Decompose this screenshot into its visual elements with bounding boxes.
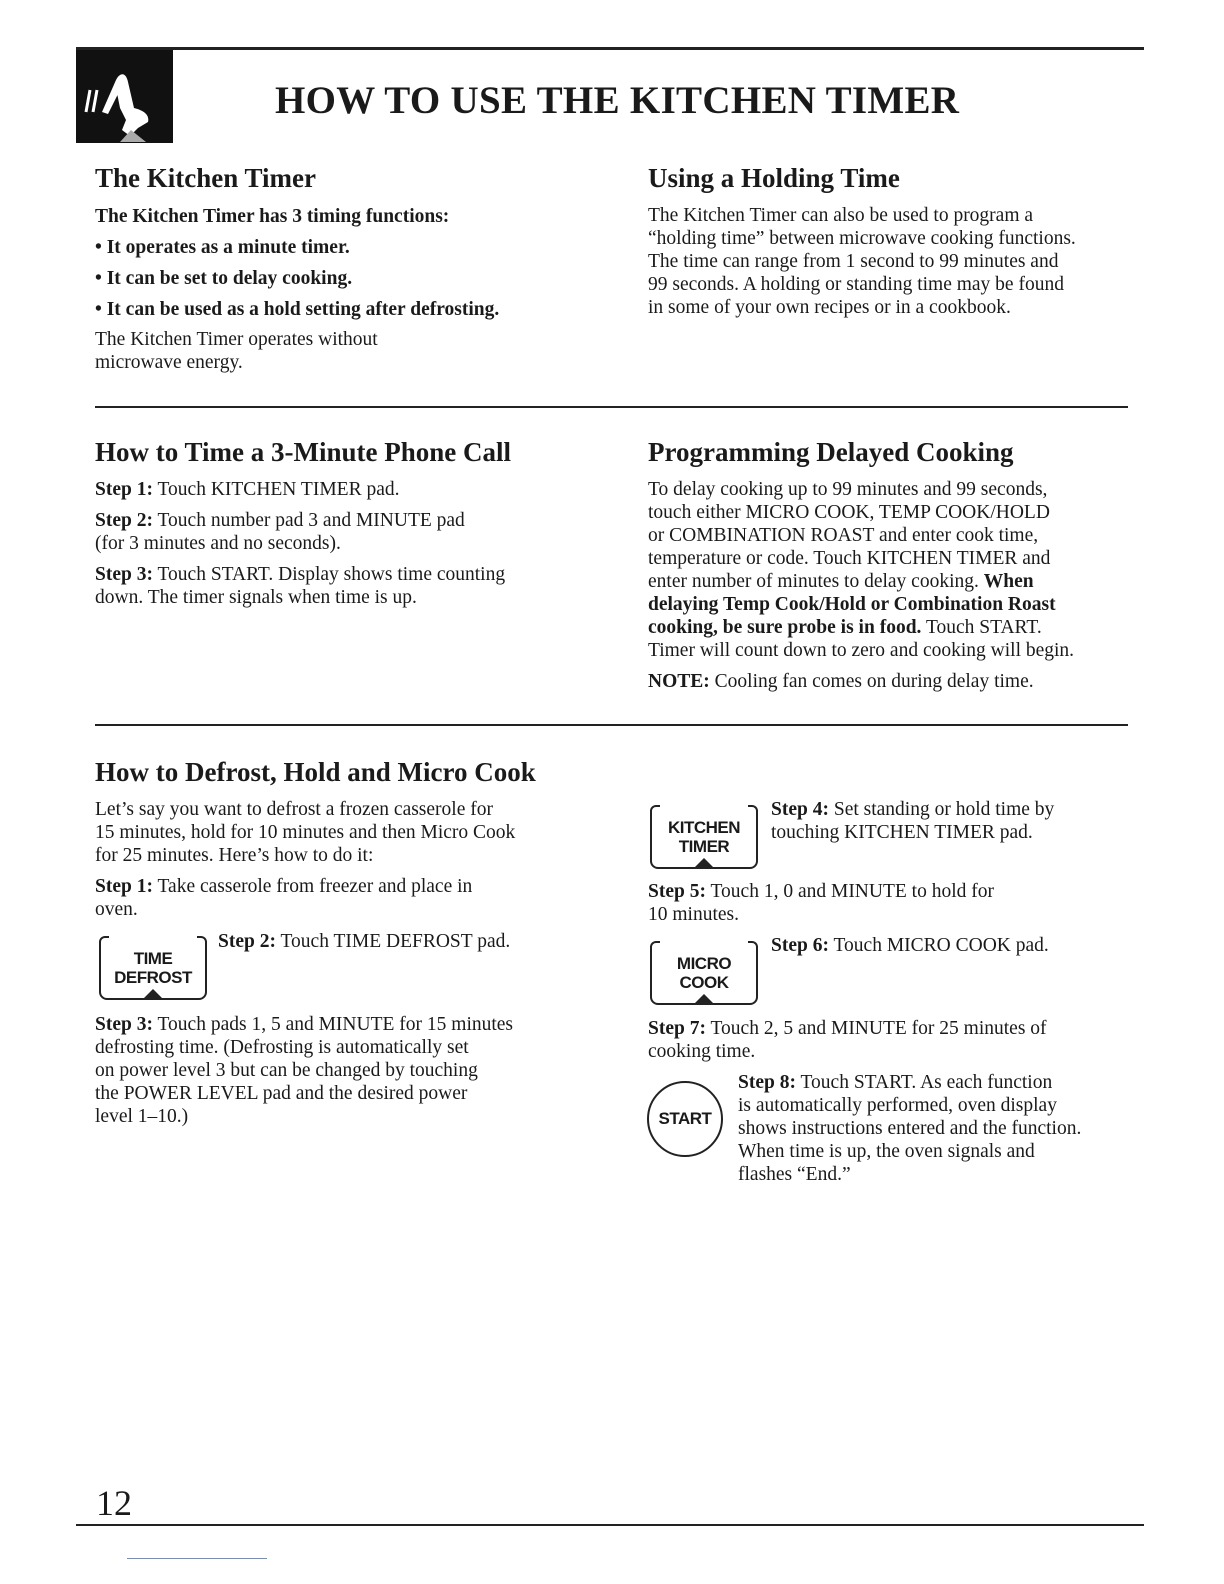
phone-call-step-2: Step 2: Touch number pad 3 and MINUTE pad (for 3 minutes and no seconds). [95, 510, 465, 554]
header-top-rule [76, 47, 1144, 50]
kitchen-timer-bullet: • It operates as a minute timer. [95, 237, 350, 258]
delayed-cooking-text: To delay cooking up to 99 minutes and 99 seconds, touch either MICRO COOK, TEMP COOK/HOLD or COMBINATION ROAST and enter cook time, temperature or code. Touch KITCHEN TIMER and enter number of minutes to delay cooking. When delaying Temp Cook/Hold or Combination Roast cooking, be sure probe is in food. Touch START. Timer will count down to zero and cooking will begin. [648, 479, 1075, 661]
defrost-step-6: Step 6: Touch MICRO COOK pad. [771, 935, 1049, 956]
delayed-cooking-note: NOTE: Cooling fan comes on during delay time. [648, 671, 1034, 692]
defrost-step-7: Step 7: Touch 2, 5 and MINUTE for 25 minutes of cooking time. [648, 1018, 1047, 1062]
delayed-cooking-heading: Programming Delayed Cooking [648, 437, 1014, 467]
defrost-step-1: Step 1: Take casserole from freezer and place in oven. [95, 876, 473, 920]
kitchen-timer-heading: The Kitchen Timer [95, 163, 316, 193]
kitchen-timer-intro: The Kitchen Timer has 3 timing functions: [95, 206, 450, 227]
footer-accent-line [127, 1558, 267, 1559]
defrost-step-5: Step 5: Touch 1, 0 and MINUTE to hold for 10 minutes. [648, 881, 994, 925]
phone-call-step-1: Step 1: Touch KITCHEN TIMER pad. [95, 479, 400, 500]
defrost-step-8: Step 8: Touch START. As each function is automatically performed, oven display shows instructions entered and the function. When time is up, the oven signals and flashes “End.” [738, 1072, 1082, 1185]
page-title: HOW TO USE THE KITCHEN TIMER [275, 79, 960, 122]
phone-call-step-3: Step 3: Touch START. Display shows time counting down. The timer signals when time is up. [95, 564, 506, 608]
defrost-step-4: Step 4: Set standing or hold time by touching KITCHEN TIMER pad. [771, 799, 1055, 843]
phone-call-heading: How to Time a 3-Minute Phone Call [95, 437, 511, 467]
holding-time-section [648, 163, 1138, 319]
defrost-step-3: Step 3: Touch pads 1, 5 and MINUTE for 15 minutes defrosting time. (Defrosting is automatically set on power level 3 but can be changed by touching the POWER LEVEL pad and the desired power level 1–10.) [95, 1014, 514, 1127]
defrost-step-2: Step 2: Touch TIME DEFROST pad. [218, 931, 511, 952]
kitchen-timer-section [95, 163, 615, 374]
pad-triangle-icon [694, 994, 714, 1004]
time-defrost-pad: TIME DEFROST [99, 936, 207, 1000]
hand-pressing-pad-icon [76, 50, 173, 143]
kitchen-timer-bullet: • It can be set to delay cooking. [95, 268, 353, 289]
pad-triangle-icon [143, 989, 163, 999]
holding-time-text: The Kitchen Timer can also be used to program a “holding time” between microwave cooking functions. The time can range from 1 second to 99 minutes and 99 seconds. A holding or standing time may be found in some of your own recipes or in a cookbook. [648, 205, 1076, 318]
kitchen-timer-bullet: • It can be used as a hold setting after defrosting. [95, 299, 500, 320]
phone-call-section [95, 437, 615, 609]
pad-triangle-icon [694, 858, 714, 868]
defrost-hold-intro: Let’s say you want to defrost a frozen casserole for 15 minutes, hold for 10 minutes and then Micro Cook for 25 minutes. Here’s how to do it: [95, 799, 516, 866]
micro-cook-pad: MICRO COOK [650, 941, 758, 1005]
defrost-hold-heading: How to Defrost, Hold and Micro Cook [95, 757, 536, 787]
page-number: 12 [96, 1483, 132, 1523]
footer-rule [76, 1524, 1144, 1526]
kitchen-timer-note: The Kitchen Timer operates without microwave energy. [95, 329, 378, 373]
start-pad: START [647, 1081, 723, 1157]
defrost-hold-section [95, 757, 615, 921]
section-divider [95, 406, 1128, 408]
section-divider [95, 724, 1128, 726]
holding-time-heading: Using a Holding Time [648, 163, 900, 193]
kitchen-timer-pad: KITCHEN TIMER [650, 805, 758, 869]
delayed-cooking-section [648, 437, 1143, 693]
